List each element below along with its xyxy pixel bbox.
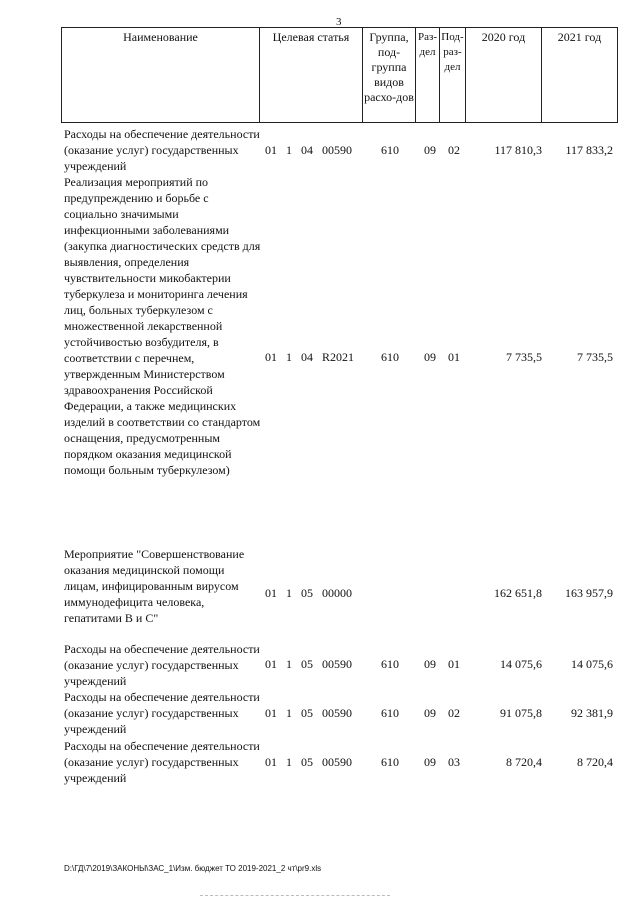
header-2021: 2021 год: [542, 28, 618, 123]
row-value-2021: 163 957,9: [565, 586, 613, 600]
header-subsection: Под-раз-дел: [440, 28, 466, 123]
row-value-2021: 8 720,4: [577, 755, 613, 769]
row-name: Расходы на обеспечение деятельности (оказание услуг) государственных учреждений: [64, 690, 260, 736]
row-group: 610: [381, 143, 399, 157]
row-group: 610: [381, 350, 399, 364]
row-value-2021: 7 735,5: [577, 350, 613, 364]
row-name: Расходы на обеспечение деятельности (оказание услуг) государственных учреждений: [64, 739, 260, 785]
row-name: Расходы на обеспечение деятельности (оказание услуг) государственных учреждений: [64, 642, 260, 688]
row-value-2020: 117 810,3: [494, 143, 542, 157]
row-section: 09: [424, 706, 436, 720]
row-target-article: 01 1 05 00590: [265, 755, 352, 769]
page-number: 3: [336, 16, 342, 28]
header-section: Раз-дел: [416, 28, 440, 123]
row-subsection: 01: [448, 657, 460, 671]
row-target-article: 01 1 04 R2021: [265, 350, 355, 364]
row-value-2020: 7 735,5: [506, 350, 542, 364]
row-subsection: 03: [448, 755, 460, 769]
row-name: Расходы на обеспечение деятельности (оказание услуг) государственных учреждений: [64, 127, 260, 173]
footer-rule: [200, 895, 390, 896]
row-target-article: 01 1 05 00590: [265, 657, 352, 671]
row-group: 610: [381, 706, 399, 720]
row-value-2020: 91 075,8: [500, 706, 542, 720]
budget-table-header: [61, 27, 618, 123]
header-2020: 2020 год: [466, 28, 542, 123]
row-target-article: 01 1 04 00590: [265, 143, 352, 157]
header-target-article: Целевая статья: [260, 28, 363, 123]
row-group: 610: [381, 755, 399, 769]
row-value-2020: 8 720,4: [506, 755, 542, 769]
row-subsection: 02: [448, 706, 460, 720]
header-expense-group: Группа, под-группа видов расхо-дов: [363, 28, 416, 123]
row-value-2021: 92 381,9: [571, 706, 613, 720]
row-target-article: 01 1 05 00000: [265, 586, 352, 600]
row-name: Реализация мероприятий по предупреждению и борьбе с социально значимыми инфекционными заболеваниями (закупка диагностических средств для выявления, определения чувствительности микобактерии туберкулеза и мониторинга лечения лиц, больных туберкулезом с множественной лекарственной устойчивостью возбудителя, в соответствии с перечнем, утвержденным Министерством здравоохранения Российской Федерации, а также медицинских изделий в соответствии со стандартом оснащения, предусмотренным порядком оказания медицинской помощи больным туберкулезом): [64, 175, 261, 477]
row-subsection: 02: [448, 143, 460, 157]
row-value-2020: 162 651,8: [494, 586, 542, 600]
row-group: 610: [381, 657, 399, 671]
row-name: Мероприятие "Совершенствование оказания медицинской помощи лицам, инфицированным вирусом иммунодефицита человека, гепатитами В и С": [64, 547, 245, 625]
row-value-2021: 117 833,2: [565, 143, 613, 157]
row-value-2021: 14 075,6: [571, 657, 613, 671]
footer-file-path: D:\ГД\7\2019\ЗАКОНЫ\ЗАС_1\Изм. бюджет ТО 2019-2021_2 чт\pr9.xls: [64, 864, 322, 873]
header-name: Наименование: [62, 28, 260, 123]
row-section: 09: [424, 657, 436, 671]
row-section: 09: [424, 143, 436, 157]
row-value-2020: 14 075,6: [500, 657, 542, 671]
row-target-article: 01 1 05 00590: [265, 706, 352, 720]
row-subsection: 01: [448, 350, 460, 364]
row-section: 09: [424, 755, 436, 769]
row-section: 09: [424, 350, 436, 364]
